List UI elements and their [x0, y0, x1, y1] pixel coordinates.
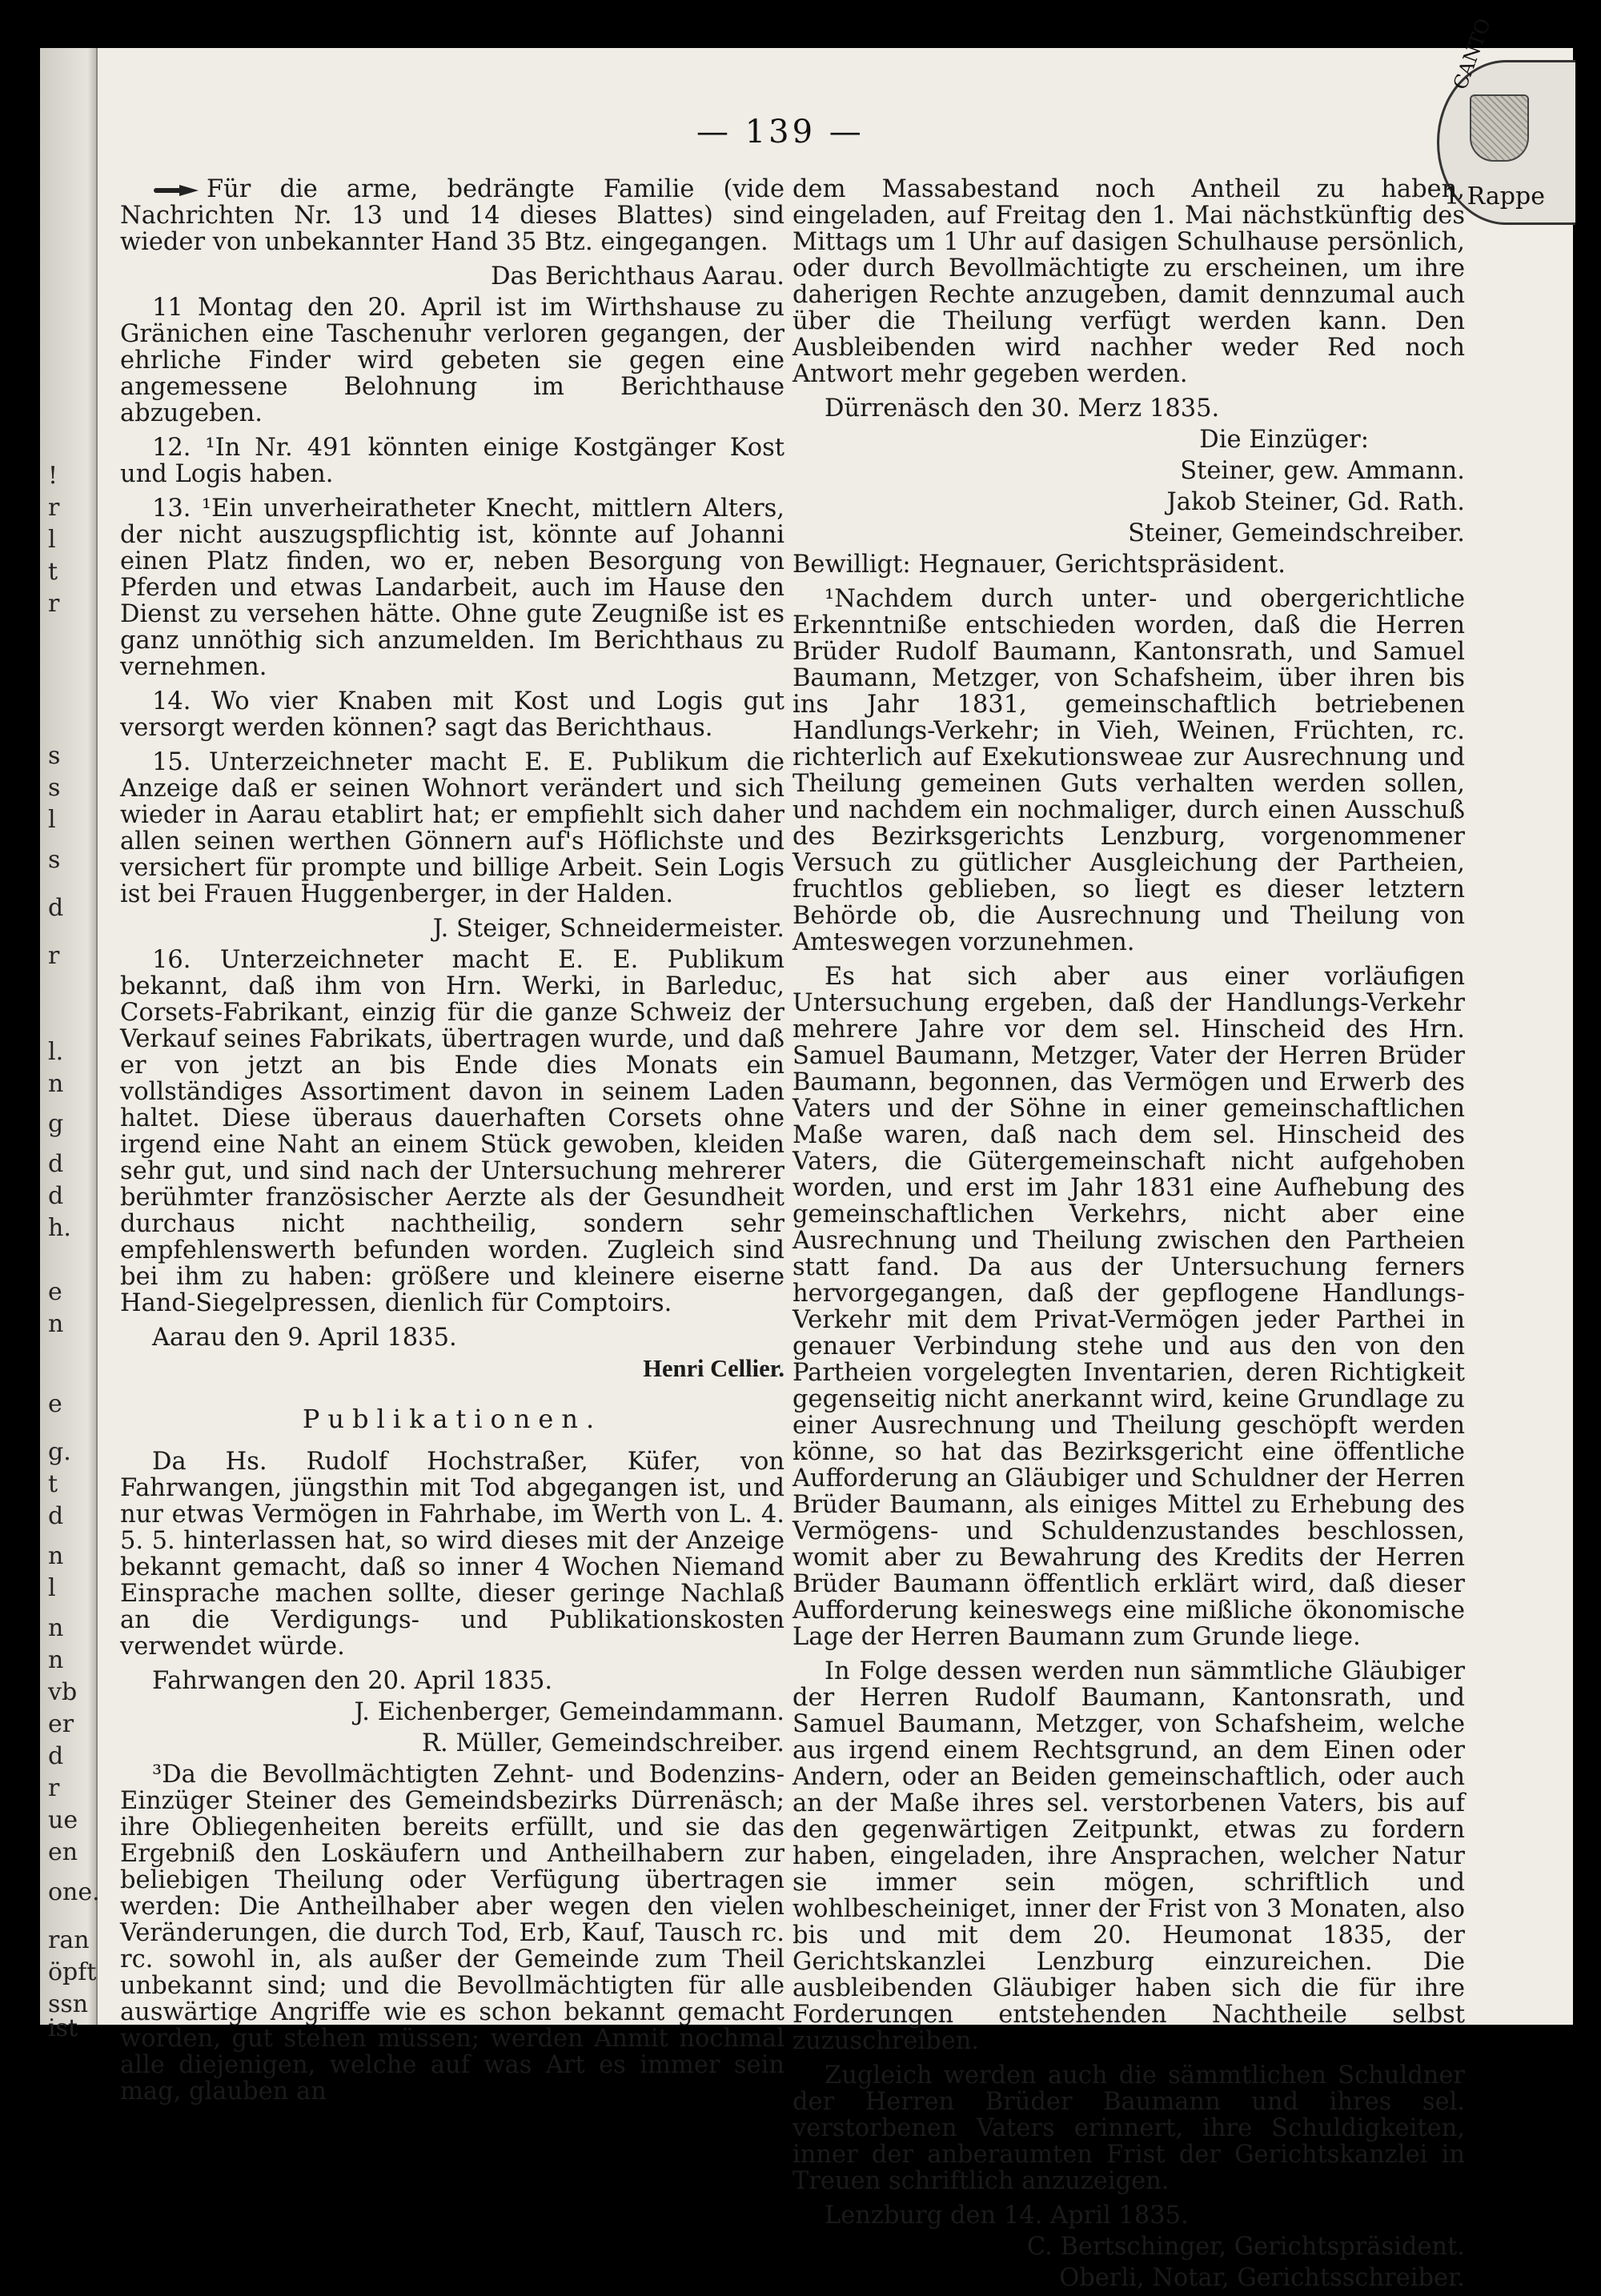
margin-fragment: d: [48, 1502, 64, 1530]
publication-3-part-3: In Folge dessen werden nun sämmtliche Gläubiger der Herren Rudolf Baumann, Kantonsrath, und Samuel Baumann, Metzger, von Schafsheim, welche aus irgend einem Rechtsgrund, an dem Einen oder Andern, oder an Beiden gemeinschaftlich, oder auch an der Maße ihres sel. verstorbenen Vaters, bis auf den gegenwärtigen Zeitpunkt, etwas zu fordern haben, eingeladen, ihre Ansprachen, welcher Natur sie immer sein mögen, schriftlich und wohlbescheiniget, inner der Frist von 3 Monaten, also bis und mit dem 20. Heumonat 1835, der Gerichtskanzlei Lenzburg einzureichen. Die ausbleibenden Gläubiger haben sich die für ihre Forderungen entstehenden Nachtheile selbst zuzuschreiben.: [792, 1657, 1465, 2055]
notice-12: 12. ¹In Nr. 491 könnten einige Kostgänger Kost und Logis haben.: [120, 434, 784, 488]
margin-fragment: ran: [48, 1926, 90, 1954]
newspaper-page: [40, 15, 1573, 2292]
publication-1: Da Hs. Rudolf Hochstraßer, Küfer, von Fahrwangen, jüngsthin mit Tod abgegangen ist, und nur etwas Vermögen in Fahrhabe, im Werth von L. 4. 5. 5. hinterlassen hat, so wird dieses mit der Anzeige bekannt gemacht, daß so inner 4 Wochen Niemand Einsprache machen sollte, dieser geringe Nachlaß an die Verdigungs- und Publikationskosten verwendet würde.: [120, 1448, 784, 1661]
publication-3: ¹Nachdem durch unter- und obergerichtliche Erkenntniße entschieden worden, daß die Herren Brüder Rudolf Baumann, Kantonsrath, und Samuel Baumann, Metzger, von Schafsheim, über ihren bis ins Jahr 1831, gemeinschaftlich betriebenen Handlungs-Verkehr; in Vieh, Weinen, Früchten, rc. richterlich auf Exekutionsweae zur Ausrechnung und Theilung gemeinen Guts verhalten werden sollen, und nachdem ein nochmaliger, durch einen Ausschuß des Bezirksgerichts Lenzburg, vorgenommener Versuch zu gütlicher Ausgleichung der Partheien, fruchtlos geblieben, so liegt es dieser letztern Behörde ob, die Ausrechnung und Theilung von Amteswegen vorzunehmen.: [792, 585, 1465, 956]
coat-of-arms-icon: [1470, 94, 1529, 162]
margin-fragment: d: [48, 894, 64, 922]
place-date: Aarau den 9. April 1835.: [152, 1324, 457, 1352]
place-date: Lenzburg den 14. April 1835.: [825, 2202, 1189, 2230]
signature: Steiner, Gemeindschreiber.: [1128, 519, 1465, 547]
margin-fragment: s: [48, 742, 61, 770]
margin-fragment: s: [48, 846, 61, 874]
margin-fragment: l: [48, 1574, 56, 1602]
margin-fragment: n: [48, 1070, 64, 1098]
margin-fragment: r: [48, 1774, 60, 1802]
notice-14: 14. Wo vier Knaben mit Kost und Logis gut versorgt werden können? sagt das Berichthaus.: [120, 687, 784, 742]
notice-11: 11 Montag den 20. April ist im Wirthshause zu Gränichen eine Taschenuhr verloren gegangen, der ehrliche Finder wird gebeten sie gegen eine angemessene Belohnung im Berichthause abzugeben.: [120, 294, 784, 427]
stamp-label: 1 Rappe: [1444, 182, 1545, 210]
publication-2-continued: dem Massabestand noch Antheil zu haben, eingeladen, auf Freitag den 1. Mai nächstkünftig des Mittags um 1 Uhr auf dasigen Schulhause persönlich, oder durch Bevollmächtigte zu erscheinen, um ihre daherigen Rechte anzugeben, damit dennzumal auch über die Theilung verfügt werden kann. Den Ausbleibenden wird nachher weder Red noch Antwort mehr gegeben werden.: [792, 175, 1465, 388]
signature: C. Bertschinger, Gerichtspräsident.: [1026, 2233, 1465, 2261]
margin-fragment: g: [48, 1110, 64, 1138]
approval-line: Bewilligt: Hegnauer, Gerichtspräsident.: [792, 551, 1286, 579]
margin-fragment: l.: [48, 1038, 64, 1066]
signature: Oberli, Notar, Gerichtsschreiber.: [1059, 2264, 1465, 2292]
pointing-hand-icon: [152, 182, 200, 199]
margin-fragment: one.: [48, 1878, 100, 1906]
margin-fragment: d: [48, 1150, 64, 1178]
signature: Henri Cellier.: [643, 1355, 784, 1382]
margin-fragment: t: [48, 558, 58, 586]
stamp-rim-text: CANTO: [1449, 15, 1495, 93]
page-number: — 139 —: [696, 114, 865, 150]
section-heading: Publikationen.: [302, 1404, 603, 1434]
notice-family: [120, 176, 784, 255]
place-date: Fahrwangen den 20. April 1835.: [152, 1667, 553, 1695]
signature: Steiner, gew. Ammann.: [1180, 457, 1465, 485]
margin-fragment: !: [48, 462, 58, 490]
left-column: [120, 176, 784, 2113]
margin-fragment: er: [48, 1710, 74, 1738]
margin-fragment: r: [48, 494, 60, 522]
margin-fragment: en: [48, 1838, 78, 1866]
margin-fragment: r: [48, 942, 60, 970]
right-column: [792, 176, 1465, 2296]
signature: J. Steiger, Schneidermeister.: [432, 915, 784, 943]
signature: Das Berichthaus Aarau.: [491, 262, 784, 291]
margin-fragment: ue: [48, 1806, 78, 1834]
notice-15: 15. Unterzeichneter macht E. E. Publikum die Anzeige daß er seinen Wohnort verändert und sich wieder in Aarau etablirt hat; er empfiehlt sich daher allen seinen werthen Gönnern auf's Höflichste und versichert für prompte und billige Arbeit. Sein Logis ist bei Frauen Huggenberger, in der Halden.: [120, 748, 784, 908]
margin-fragment: öpft: [48, 1958, 97, 1986]
publication-3-part-4: Zugleich werden auch die sämmtlichen Schuldner der Herren Brüder Baumann und ihres sel. verstorbenen Vaters erinnert, ihre Schuldigkeiten, inner der anberaumten Frist der Gerichtskanzlei in Treuen schriftlich anzuzeigen.: [792, 2062, 1465, 2195]
margin-fragment: n: [48, 1310, 64, 1338]
place-date: Dürrenäsch den 30. Merz 1835.: [825, 395, 1220, 423]
margin-fragment: s: [48, 774, 61, 802]
margin-fragment: d: [48, 1742, 64, 1770]
notice-family-text: Für die arme, bedrängte Familie (vide Nachrichten Nr. 13 und 14 dieses Blattes) sind wieder von unbekannter Hand 35 Btz. eingegangen.: [120, 175, 784, 256]
signature-title: Die Einzüger:: [1199, 426, 1369, 454]
margin-fragment: n: [48, 1614, 64, 1642]
margin-fragment: t: [48, 1470, 58, 1498]
margin-fragment: e: [48, 1390, 62, 1418]
signature: J. Eichenberger, Gemeindammann.: [354, 1698, 784, 1726]
margin-fragment: e: [48, 1278, 62, 1306]
notice-13: 13. ¹Ein unverheiratheter Knecht, mittlern Alters, der nicht auszugspflichtig ist, könnte auf Johanni einen Platz finden, wo er, neben Besorgung von Pferden und etwas Landarbeit, auch im Hause den Dienst zu versehen hätte. Ohne gute Zeugniße ist es ganz unnöthig sich anzumelden. Im Berichthaus zu vernehmen.: [120, 495, 784, 681]
signature: Jakob Steiner, Gd. Rath.: [1166, 488, 1465, 516]
margin-fragment: r: [48, 590, 60, 618]
margin-fragment: d: [48, 1182, 64, 1210]
margin-fragment: ist: [48, 2014, 78, 2042]
publication-3-part-2: Es hat sich aber aus einer vorläufigen Untersuchung ergeben, daß der Handlungs-Verkehr mehrere Jahre vor dem sel. Hinscheid des Hrn. Samuel Baumann, Metzger, Vater der Herren Brüder Baumann, begonnen, das Vermögen und Erwerb des Vaters und der Söhne in einer gemeinschaftlichen Maße waren, daß nach dem sel. Hinscheid des Vaters, die Gütergemeinschaft nicht aufgehoben worden, und erst im Jahr 1831 eine Aufhebung des gemeinschaftlichen Verkehrs, nicht aber eine Ausrechnung und Theilung zwischen den Partheien statt fand. Da aus der Untersuchung ferners hervorgegangen, daß der gepflogene Handlungs-Verkehr mit dem Privat-Vermögen jeder Parthei in genauer Verbindung stehe und aus den von den Partheien vorgelegten Inventarien, deren Richtigkeit gegenseitig nicht anerkannt wird, keine Grundlage zu einer Ausrechnung und Theilung geschöpft werden könne, so hat das Bezirksgericht eine öffentliche Aufforderung an Gläubiger und Schuldner der Herren Brüder Baumann, als einiges Mittel zu Erhebung des Vermögens- und Schuldenzustandes beschlossen, womit aber zu Bewahrung des Kredits der Herren Brüder Baumann öffentlich erklärt wird, daß dieser Aufforderung keineswegs eine mißliche ökonomische Lage der Herren Baumann zum Grunde liege.: [792, 963, 1465, 1651]
margin-fragment: n: [48, 1542, 64, 1570]
publication-2: ³Da die Bevollmächtigten Zehnt- und Bodenzins-Einzüger Steiner des Gemeindsbezirks Dürrenäsch; ihre Obliegenheiten bereits erfüllt, und sie das Ergebniß den Loskäufern und Antheilhabern zur beliebigen Theilung oder Verfügung übertragen werden: Die Antheilhaber aber wegen den vielen Veränderungen, die durch Tod, Erb, Kauf, Tausch rc. rc. sowohl in, als außer der Gemeinde zum Theil unbekannt sind; und die Bevollmächtigten für alle auswärtige Angriffe wie es schon bekannt gemacht worden, gut stehen müssen; werden Anmit nochmal alle diejenigen, welche auf was Art es immer sein mag, glauben an: [120, 1761, 784, 2106]
margin-fragment: h.: [48, 1214, 71, 1242]
previous-page-edge: [40, 48, 100, 2042]
margin-fragment: g.: [48, 1438, 71, 1466]
signature: R. Müller, Gemeindschreiber.: [422, 1729, 784, 1757]
notice-16: 16. Unterzeichneter macht E. E. Publikum bekannt, daß ihm von Hrn. Werki, in Barleduc, Corsets-Fabrikant, einzig für die ganze Schweiz der Verkauf seines Fabrikats, übertragen wurde, und daß er von jetzt an bis Ende dies Monats ein vollständiges Assortiment davon in seinem Laden haltet. Diese überaus dauerhaften Corsets ohne irgend eine Naht an einem Stück gewoben, kleiden sehr gut, und sind nach der Untersuchung mehrerer berühmter französischer Aerzte als der Gesundheit durchaus nicht nachtheilig, sondern sehr empfehlenswerth befunden worden. Zugleich sind bei ihm zu haben: größere und kleinere eiserne Hand-Siegelpressen, dienlich für Comptoirs.: [120, 946, 784, 1317]
margin-fragment: l: [48, 526, 56, 554]
margin-fragment: vb: [48, 1678, 78, 1706]
margin-fragment: ssn: [48, 1990, 89, 2018]
margin-fragment: l: [48, 806, 56, 834]
margin-fragment: n: [48, 1646, 64, 1674]
